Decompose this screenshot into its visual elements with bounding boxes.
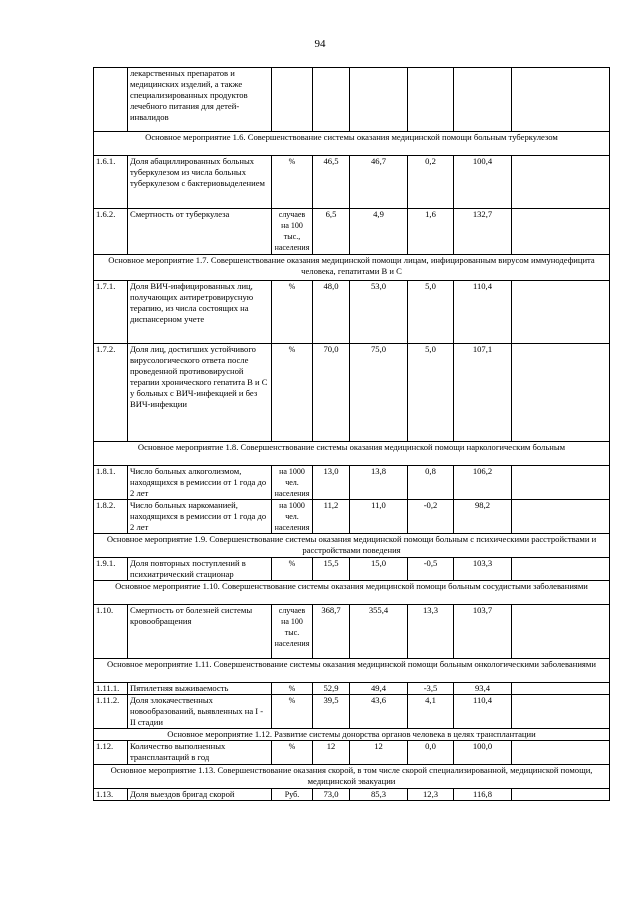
row-number: 1.10.	[94, 605, 128, 659]
table-row	[94, 209, 610, 255]
row-number: 1.7.1.	[94, 281, 128, 344]
value-cell: -0,2	[408, 500, 454, 534]
value-cell	[313, 68, 350, 132]
table-row	[94, 156, 610, 209]
value-cell: 73,0	[313, 789, 350, 801]
row-number: 1.11.1.	[94, 683, 128, 695]
value-cell	[512, 695, 610, 729]
section-header-row	[94, 659, 610, 683]
indicators-table	[93, 67, 610, 801]
table-row	[94, 605, 610, 659]
value-cell: 100,0	[454, 741, 512, 765]
indicator-name: Доля ВИЧ-инфицированных лиц, получающих антиретровирусную терапию, из числа состоящих на диспансерном учете	[128, 281, 272, 344]
unit-cell: %	[272, 344, 313, 442]
section-title: Основное мероприятие 1.10. Совершенствование системы оказания медицинской помощи больным сосудистыми заболеваниями	[94, 581, 610, 605]
unit-cell: %	[272, 683, 313, 695]
value-cell: 355,4	[350, 605, 408, 659]
value-cell: -3,5	[408, 683, 454, 695]
unit-cell: %	[272, 695, 313, 729]
section-title: Основное мероприятие 1.6. Совершенствование системы оказания медицинской помощи больным туберкулезом	[94, 132, 610, 156]
section-title: Основное мероприятие 1.11. Совершенствование системы оказания медицинской помощи больным онкологическими заболеваниями	[94, 659, 610, 683]
unit-cell: случаев на 100 тыс., населения	[272, 209, 313, 255]
indicator-name: Доля лиц, достигших устойчивого вирусологического ответа после проведенной противовирусной терапии хронического гепатита В и С у больных с ВИЧ-инфекцией и без ВИЧ-инфекции	[128, 344, 272, 442]
value-cell: 5,0	[408, 281, 454, 344]
unit-cell: %	[272, 281, 313, 344]
value-cell: 6,5	[313, 209, 350, 255]
section-title: Основное мероприятие 1.9. Совершенствование системы оказания медицинской помощи больным с психическими расстройствами и расстройствами поведения	[94, 534, 610, 558]
value-cell: -0,5	[408, 558, 454, 581]
value-cell	[512, 209, 610, 255]
indicator-name: Доля злокачественных новообразований, выявленных на I - II стадии	[128, 695, 272, 729]
value-cell: 46,7	[350, 156, 408, 209]
value-cell	[512, 156, 610, 209]
section-title: Основное мероприятие 1.8. Совершенствование системы оказания медицинской помощи наркологическим больным	[94, 442, 610, 466]
row-number: 1.7.2.	[94, 344, 128, 442]
section-header-row	[94, 132, 610, 156]
indicator-name: Число больных наркоманией, находящихся в ремиссии от 1 года до 2 лет	[128, 500, 272, 534]
value-cell: 43,6	[350, 695, 408, 729]
value-cell: 98,2	[454, 500, 512, 534]
value-cell: 4,1	[408, 695, 454, 729]
value-cell: 110,4	[454, 695, 512, 729]
row-number: 1.6.1.	[94, 156, 128, 209]
table-row	[94, 68, 610, 132]
value-cell: 110,4	[454, 281, 512, 344]
value-cell	[512, 466, 610, 500]
value-cell: 13,3	[408, 605, 454, 659]
table-row	[94, 789, 610, 801]
indicator-name: Количество выполненных трансплантаций в год	[128, 741, 272, 765]
unit-cell	[272, 68, 313, 132]
value-cell: 5,0	[408, 344, 454, 442]
unit-cell: на 1000 чел. населения	[272, 466, 313, 500]
table-row	[94, 344, 610, 442]
value-cell: 93,4	[454, 683, 512, 695]
value-cell: 52,9	[313, 683, 350, 695]
row-number: 1.11.2.	[94, 695, 128, 729]
indicator-name: Смертность от туберкулеза	[128, 209, 272, 255]
value-cell: 0,8	[408, 466, 454, 500]
value-cell: 12,3	[408, 789, 454, 801]
value-cell: 15,5	[313, 558, 350, 581]
row-number: 1.13.	[94, 789, 128, 801]
value-cell	[512, 683, 610, 695]
indicator-name: Доля выездов бригад скорой	[128, 789, 272, 801]
value-cell: 75,0	[350, 344, 408, 442]
value-cell: 100,4	[454, 156, 512, 209]
value-cell: 13,0	[313, 466, 350, 500]
value-cell: 0,0	[408, 741, 454, 765]
value-cell: 132,7	[454, 209, 512, 255]
value-cell	[512, 500, 610, 534]
value-cell: 11,0	[350, 500, 408, 534]
row-number: 1.9.1.	[94, 558, 128, 581]
value-cell	[512, 789, 610, 801]
row-number: 1.6.2.	[94, 209, 128, 255]
table-row	[94, 466, 610, 500]
indicator-name: Число больных алкоголизмом, находящихся в ремиссии от 1 года до 2 лет	[128, 466, 272, 500]
unit-cell: Руб.	[272, 789, 313, 801]
value-cell: 4,9	[350, 209, 408, 255]
table-row	[94, 558, 610, 581]
value-cell: 48,0	[313, 281, 350, 344]
section-title: Основное мероприятие 1.12. Развитие системы донорства органов человека в целях трансплантации	[94, 729, 610, 741]
indicator-name: Доля повторных поступлений в психиатрический стационар	[128, 558, 272, 581]
value-cell: 12	[350, 741, 408, 765]
table-row	[94, 500, 610, 534]
value-cell	[408, 68, 454, 132]
table-row	[94, 683, 610, 695]
unit-cell: на 1000 чел. населения	[272, 500, 313, 534]
indicator-name: Доля абациллированных больных туберкулезом из числа больных туберкулезом с бактериовыделением	[128, 156, 272, 209]
section-title: Основное мероприятие 1.7. Совершенствование оказания медицинской помощи лицам, инфицированным вирусом иммунодефицита человека, гепатитами В и С	[94, 255, 610, 281]
section-header-row	[94, 729, 610, 741]
value-cell: 39,5	[313, 695, 350, 729]
indicator-name: Пятилетняя выживаемость	[128, 683, 272, 695]
value-cell	[512, 68, 610, 132]
value-cell	[454, 68, 512, 132]
value-cell: 103,7	[454, 605, 512, 659]
value-cell: 116,8	[454, 789, 512, 801]
value-cell: 15,0	[350, 558, 408, 581]
value-cell	[350, 68, 408, 132]
value-cell: 368,7	[313, 605, 350, 659]
value-cell: 1,6	[408, 209, 454, 255]
value-cell: 70,0	[313, 344, 350, 442]
section-header-row	[94, 581, 610, 605]
indicator-name: Смертность от болезней системы кровообращения	[128, 605, 272, 659]
unit-cell: случаев на 100 тыс. населения	[272, 605, 313, 659]
table-row	[94, 695, 610, 729]
value-cell: 85,3	[350, 789, 408, 801]
value-cell: 46,5	[313, 156, 350, 209]
table-row	[94, 741, 610, 765]
unit-cell: %	[272, 558, 313, 581]
value-cell	[512, 344, 610, 442]
row-number: 1.12.	[94, 741, 128, 765]
value-cell	[512, 558, 610, 581]
value-cell: 12	[313, 741, 350, 765]
page-number: 94	[314, 38, 326, 50]
row-number: 1.8.1.	[94, 466, 128, 500]
section-header-row	[94, 442, 610, 466]
indicator-name: лекарственных препаратов и медицинских изделий, а также специализированных продуктов лечебного питания для детей-инвалидов	[128, 68, 272, 132]
unit-cell: %	[272, 156, 313, 209]
value-cell	[512, 281, 610, 344]
section-title: Основное мероприятие 1.13. Совершенствование оказания скорой, в том числе скорой специализированной, медицинской помощи, медицинской эвакуации	[94, 765, 610, 789]
value-cell: 49,4	[350, 683, 408, 695]
unit-cell: %	[272, 741, 313, 765]
section-header-row	[94, 534, 610, 558]
value-cell	[512, 605, 610, 659]
row-number: 1.8.2.	[94, 500, 128, 534]
value-cell: 103,3	[454, 558, 512, 581]
value-cell	[512, 741, 610, 765]
section-header-row	[94, 765, 610, 789]
table-row	[94, 281, 610, 344]
value-cell: 0,2	[408, 156, 454, 209]
value-cell: 107,1	[454, 344, 512, 442]
value-cell: 106,2	[454, 466, 512, 500]
value-cell: 53,0	[350, 281, 408, 344]
section-header-row	[94, 255, 610, 281]
value-cell: 11,2	[313, 500, 350, 534]
row-number	[94, 68, 128, 132]
value-cell: 13,8	[350, 466, 408, 500]
